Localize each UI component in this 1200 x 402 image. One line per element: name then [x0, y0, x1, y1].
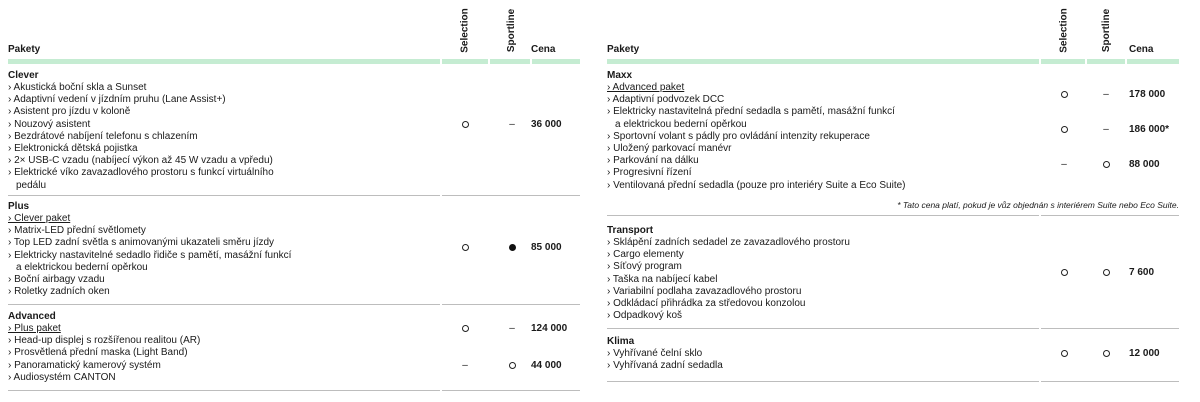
- sportline-availability: –: [509, 323, 515, 334]
- header-selection: Selection: [459, 7, 471, 53]
- list-item: › Roletky zadních oken: [8, 286, 110, 298]
- list-item: › Parkování na dálku: [607, 155, 699, 167]
- list-item: › Prosvětlená přední maska (Light Band): [8, 347, 188, 359]
- package-title: Advanced: [8, 311, 56, 322]
- package-section-plus: [8, 201, 580, 301]
- price-value: 36 000: [531, 119, 562, 130]
- divider: [607, 381, 1039, 382]
- list-item: › Adaptivní podvozek DCC: [607, 94, 725, 106]
- sportline-availability: –: [509, 119, 515, 130]
- list-item: a elektrickou bederní opěrkou: [615, 118, 747, 130]
- open-circle-icon: [462, 121, 469, 128]
- package-title: Clever: [8, 70, 39, 81]
- price-row: [607, 89, 1179, 101]
- price-value: 186 000*: [1129, 124, 1170, 135]
- sportline-availability: [1083, 159, 1129, 171]
- header-bar: [1041, 59, 1085, 64]
- list-item: › Taška na nabíjecí kabel: [607, 273, 718, 285]
- divider: [442, 195, 580, 196]
- header-selection: Selection: [1058, 7, 1070, 53]
- price-footnote: * Tato cena platí, pokud je vůz objednán s interiérem Suite nebo Eco Suite.: [897, 200, 1179, 210]
- selection-availability: –: [462, 360, 468, 371]
- list-item: › Síťový program: [607, 261, 682, 273]
- list-item: › Vyhřívané čelní sklo: [607, 348, 703, 359]
- header-cena: Cena: [531, 44, 556, 55]
- list-item: › Sportovní volant s pádly pro ovládání intenzity rekuperace: [607, 130, 870, 142]
- package-section-transport: [607, 225, 1179, 325]
- price-value: 85 000: [531, 242, 562, 253]
- divider: [1041, 328, 1179, 329]
- header-bar: [490, 59, 530, 64]
- header-bar: [8, 59, 440, 64]
- open-circle-icon: [1061, 126, 1068, 133]
- divider: [442, 390, 580, 391]
- divider: [1041, 381, 1179, 382]
- open-circle-icon: [1061, 350, 1068, 357]
- header-bar: [442, 59, 488, 64]
- price-row: [8, 323, 580, 335]
- table-header: [8, 0, 580, 64]
- list-item: › Matrix-LED přední světlomety: [8, 225, 146, 237]
- header-cena: Cena: [1129, 44, 1154, 55]
- list-item: › Elektrické víko zavazadlového prostoru s funkcí virtuálního: [8, 167, 274, 179]
- list-item: › 2× USB-C vzadu (nabíjecí výkon až 45 W vzadu a vpředu): [8, 155, 273, 167]
- price-value: 178 000: [1129, 89, 1166, 100]
- open-circle-icon: [1061, 91, 1068, 98]
- sportline-availability: [489, 360, 535, 372]
- price-row: [8, 360, 580, 372]
- header-bar: [1127, 59, 1179, 64]
- list-item: › Elektricky nastavitelná přední sedadla s pamětí, masážní funkcí: [607, 106, 895, 118]
- list-item: pedálu: [16, 179, 47, 191]
- list-item: › Top LED zadní světla s animovanými ukazateli směru jízdy: [8, 237, 275, 249]
- list-item: › Variabilní podlaha zavazadlového prostoru: [607, 285, 802, 297]
- selection-availability: [1041, 89, 1087, 101]
- list-item: › Odpadkový koš: [607, 310, 683, 322]
- list-item: › Boční airbagy vzadu: [8, 274, 105, 286]
- price-value: 12 000: [1129, 348, 1160, 359]
- open-circle-icon: [1103, 269, 1110, 276]
- list-item: › Cargo elementy: [607, 249, 684, 261]
- header-bar: [607, 59, 1039, 64]
- package-section-clever: [8, 70, 580, 194]
- sportline-availability: [1083, 267, 1129, 279]
- list-item: › Odkládací přihrádka za středovou konzolou: [607, 298, 806, 310]
- price-value: 7 600: [1129, 267, 1155, 278]
- header-pakety: Pakety: [607, 44, 640, 55]
- list-item: › Nouzový asistent: [8, 118, 91, 130]
- selection-availability: [442, 242, 488, 254]
- price-row: [8, 242, 580, 254]
- open-circle-icon: [462, 325, 469, 332]
- sportline-availability: –: [1103, 124, 1109, 135]
- header-sportline: Sportline: [1101, 8, 1113, 52]
- open-circle-icon: [1103, 161, 1110, 168]
- table-header: [607, 0, 1179, 64]
- divider: [442, 304, 580, 305]
- divider: [1041, 215, 1179, 216]
- sportline-availability: [489, 242, 535, 254]
- list-item: › Akustická boční skla a Sunset: [8, 82, 147, 93]
- open-circle-icon: [1061, 269, 1068, 276]
- list-item: › Progresivní řízení: [607, 167, 692, 179]
- price-value: 88 000: [1129, 159, 1160, 170]
- list-item: › Panoramatický kamerový systém: [8, 359, 161, 371]
- list-item: › Sklápění zadních sedadel ze zavazadlového prostoru: [607, 237, 850, 248]
- header-sportline: Sportline: [506, 8, 518, 52]
- package-title: Klima: [607, 336, 635, 347]
- list-item: › Audiosystém CANTON: [8, 371, 116, 383]
- header-bar: [1087, 59, 1125, 64]
- package-section-advanced: [8, 311, 580, 387]
- price-value: 44 000: [531, 360, 562, 371]
- price-row: [607, 267, 1179, 279]
- list-item: › Uložený parkovací manévr: [607, 143, 732, 155]
- selection-availability: [1041, 124, 1087, 136]
- package-title: Plus: [8, 201, 30, 212]
- price-row: [607, 348, 1179, 360]
- package-title: Transport: [607, 225, 654, 236]
- open-circle-icon: [1103, 350, 1110, 357]
- list-item: › Asistent pro jízdu v koloně: [8, 106, 131, 118]
- open-circle-icon: [462, 244, 469, 251]
- price-row: [607, 124, 1179, 136]
- list-item: › Head-up displej s rozšířenou realitou (AR): [8, 335, 201, 347]
- selection-availability: [442, 119, 488, 131]
- list-item: › Ventilovaná přední sedadla (pouze pro interiéry Suite a Eco Suite): [607, 179, 906, 191]
- list-item: › Bezdrátové nabíjení telefonu s chlazením: [8, 130, 198, 142]
- list-item: › Elektronická dětská pojistka: [8, 143, 138, 155]
- package-items: [8, 213, 291, 298]
- sportline-availability: –: [1103, 89, 1109, 100]
- package-section-maxx: [607, 70, 1179, 212]
- price-row: [8, 119, 580, 131]
- selection-availability: [1041, 348, 1087, 360]
- divider: [607, 215, 1039, 216]
- open-circle-icon: [509, 362, 516, 369]
- price-row: [607, 159, 1179, 171]
- selection-availability: –: [1061, 159, 1067, 170]
- list-item[interactable]: › Plus paket: [8, 323, 61, 334]
- list-item: a elektrickou bederní opěrkou: [16, 261, 148, 273]
- package-items: [8, 82, 274, 192]
- divider: [8, 390, 440, 391]
- sportline-availability: [1083, 348, 1129, 360]
- divider: [607, 328, 1039, 329]
- selection-availability: [442, 323, 488, 335]
- selection-availability: [1041, 267, 1087, 279]
- list-item[interactable]: › Advanced paket: [607, 82, 685, 93]
- package-section-klima: [607, 336, 1179, 376]
- divider: [8, 304, 440, 305]
- divider: [8, 195, 440, 196]
- package-title: Maxx: [607, 70, 633, 81]
- package-items: [607, 237, 850, 322]
- filled-dot-icon: [509, 244, 516, 251]
- list-item: › Elektricky nastavitelné sedadlo řidiče s pamětí, masážní funkcí: [8, 249, 292, 261]
- list-item: › Vyhřívaná zadní sedadla: [607, 360, 723, 372]
- header-bar: [532, 59, 580, 64]
- header-pakety: Pakety: [8, 44, 41, 55]
- price-value: 124 000: [531, 323, 568, 334]
- list-item: › Adaptivní vedení v jízdním pruhu (Lane Assist+): [8, 94, 226, 106]
- list-item[interactable]: › Clever paket: [8, 213, 71, 224]
